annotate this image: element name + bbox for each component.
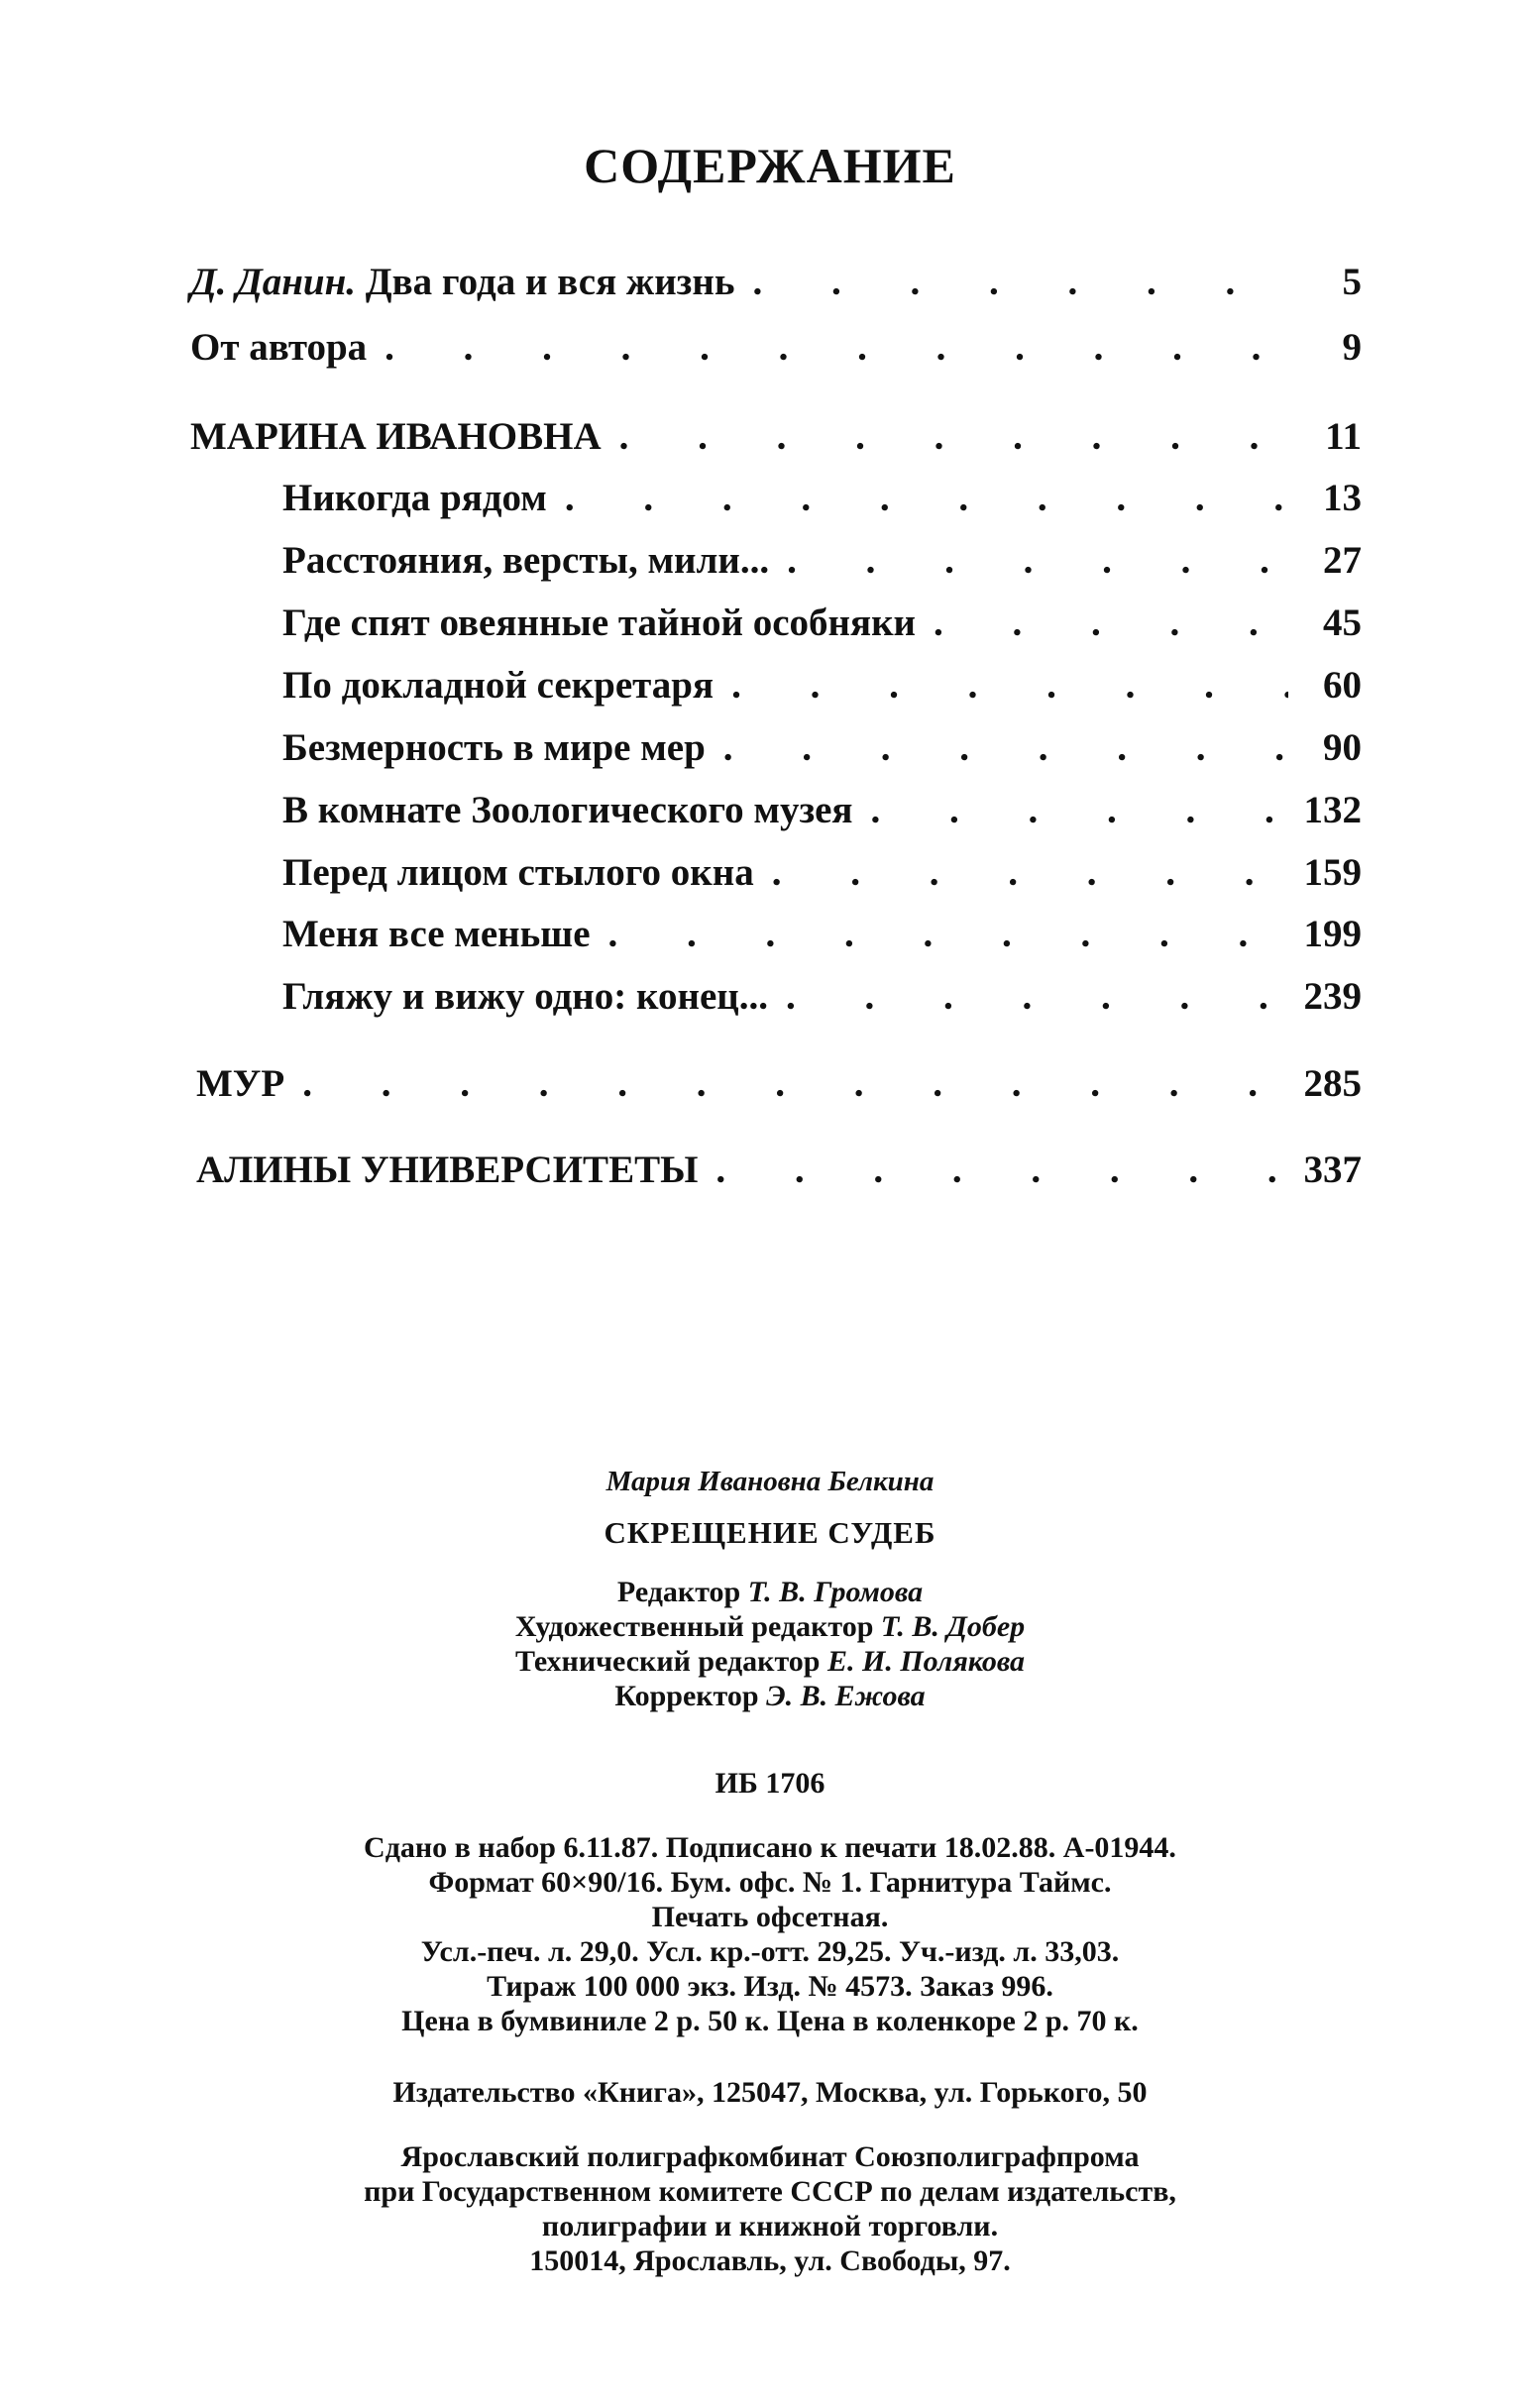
colophon-printer-line: при Государственном комитете СССР по делам издательств, xyxy=(364,2175,1176,2208)
colophon-editor xyxy=(0,1645,1540,1679)
toc-leader-dots xyxy=(565,476,1288,520)
toc-entry-label: По докладной секретаря xyxy=(282,664,715,707)
colophon-printer-line: полиграфии и книжной торговли. xyxy=(541,2210,999,2243)
toc-entry xyxy=(190,260,1362,315)
toc-leader-dots xyxy=(715,1148,1288,1192)
toc-entry-label: МАРИНА ИВАНОВНА xyxy=(190,415,602,458)
colophon-printer-line: Ярославский полиграфкомбинат Союзполиграфпрома xyxy=(400,2140,1140,2173)
colophon-ib-number: ИБ 1706 xyxy=(715,1767,825,1800)
toc-subentry xyxy=(282,725,1362,781)
toc-subentry xyxy=(282,974,1362,1030)
editor-role: Художественный редактор xyxy=(514,1610,874,1643)
toc-entry-page: 90 xyxy=(1323,726,1362,769)
toc-leader-dots xyxy=(772,850,1288,895)
colophon-editor xyxy=(0,1610,1540,1644)
colophon-print-detail: Усл.-печ. л. 29,0. Усл. кр.-отт. 29,25. Уч.-изд. л. 33,03. xyxy=(420,1935,1120,1968)
toc-subentry xyxy=(282,850,1362,906)
editor-name: Т. В. Громова xyxy=(747,1576,924,1608)
toc-leader-dots xyxy=(871,788,1288,832)
toc-entry-page: 27 xyxy=(1323,539,1362,582)
colophon-print-detail: Тираж 100 000 экз. Изд. № 4573. Заказ 996. xyxy=(487,1970,1053,2003)
toc-entry-label: МУР xyxy=(196,1062,285,1105)
colophon-printer-line: 150014, Ярославль, ул. Свободы, 97. xyxy=(529,2244,1011,2277)
colophon-publisher: Издательство «Книга», 125047, Москва, ул. Горького, 50 xyxy=(392,2076,1148,2109)
toc-leader-dots xyxy=(731,663,1288,708)
colophon-editor xyxy=(0,1680,1540,1713)
toc-entry-label: Меня все меньше xyxy=(282,913,591,955)
toc-section-entry xyxy=(196,1148,1362,1203)
toc-entry-page: 9 xyxy=(1342,326,1362,369)
toc-entry-label: Гляжу и вижу одно: конец... xyxy=(282,975,768,1018)
toc-entry-page: 285 xyxy=(1303,1062,1362,1105)
editor-name: Е. И. Полякова xyxy=(826,1645,1026,1678)
toc-entry-page: 132 xyxy=(1303,789,1362,831)
toc-entry-label: АЛИНЫ УНИВЕРСИТЕТЫ xyxy=(196,1149,699,1191)
toc-entry-label: В комнате Зоологического музея xyxy=(282,789,853,831)
toc-entry-label: Где спят овеянные тайной особняки xyxy=(282,602,917,644)
editor-role: Корректор xyxy=(614,1680,759,1712)
toc-leader-dots xyxy=(619,414,1288,459)
editor-name: Т. В. Добер xyxy=(880,1610,1026,1643)
toc-leader-dots xyxy=(608,912,1288,956)
toc-subentry xyxy=(282,601,1362,656)
page-title: СОДЕРЖАНИЕ xyxy=(584,138,956,193)
toc-leader-dots xyxy=(752,260,1288,304)
colophon-print-detail: Печать офсетная. xyxy=(651,1901,889,1933)
colophon-print-detail: Сдано в набор 6.11.87. Подписано к печати 18.02.88. А-01944. xyxy=(364,1831,1176,1864)
colophon-print-detail: Формат 60×90/16. Бум. офс. № 1. Гарнитура Таймс. xyxy=(428,1866,1112,1899)
toc-entry-page: 5 xyxy=(1342,261,1362,303)
toc-subentry xyxy=(282,912,1362,967)
toc-leader-dots xyxy=(723,725,1288,770)
toc-subentry xyxy=(282,788,1362,843)
toc-section-entry xyxy=(190,414,1362,470)
toc-entry-label: Никогда рядом xyxy=(282,477,547,519)
toc-entry-page: 159 xyxy=(1303,851,1362,894)
colophon-editor xyxy=(0,1576,1540,1609)
toc-leader-dots xyxy=(934,601,1288,645)
colophon-book-title: СКРЕЩЕНИЕ СУДЕБ xyxy=(604,1515,936,1550)
editor-role: Технический редактор xyxy=(514,1645,821,1678)
colophon-author: Мария Ивановна Белкина xyxy=(605,1466,935,1497)
toc-entry-label: Расстояния, версты, мили... xyxy=(282,539,770,582)
toc-subentry xyxy=(282,663,1362,718)
toc-entry-label: Безмерность в мире мер xyxy=(282,726,706,769)
toc-subentry xyxy=(282,538,1362,594)
toc-entry-page: 45 xyxy=(1323,602,1362,644)
toc-leader-dots xyxy=(787,538,1288,583)
toc-entry-page: 199 xyxy=(1303,913,1362,955)
editor-name: Э. В. Ежова xyxy=(766,1680,926,1712)
toc-leader-dots xyxy=(385,325,1288,370)
toc-entry-page: 337 xyxy=(1303,1149,1362,1191)
toc-entry-page: 13 xyxy=(1323,477,1362,519)
colophon-print-detail: Цена в бумвиниле 2 р. 50 к. Цена в коленкоре 2 р. 70 к. xyxy=(401,2005,1139,2037)
toc-leader-dots xyxy=(302,1061,1288,1106)
toc-entry-label: Д. Данин. Два года и вся жизнь xyxy=(190,261,735,303)
toc-section-entry xyxy=(196,1061,1362,1117)
toc-subentry xyxy=(282,476,1362,531)
toc-entry-label: От автора xyxy=(190,326,368,369)
toc-entry-page: 239 xyxy=(1303,975,1362,1018)
toc-entry xyxy=(190,325,1362,381)
toc-entry-label: Перед лицом стылого окна xyxy=(282,851,754,894)
toc-entry-page: 60 xyxy=(1323,664,1362,707)
toc-leader-dots xyxy=(786,974,1288,1019)
toc-entry-page: 11 xyxy=(1325,415,1362,458)
editor-role: Редактор xyxy=(616,1576,741,1608)
